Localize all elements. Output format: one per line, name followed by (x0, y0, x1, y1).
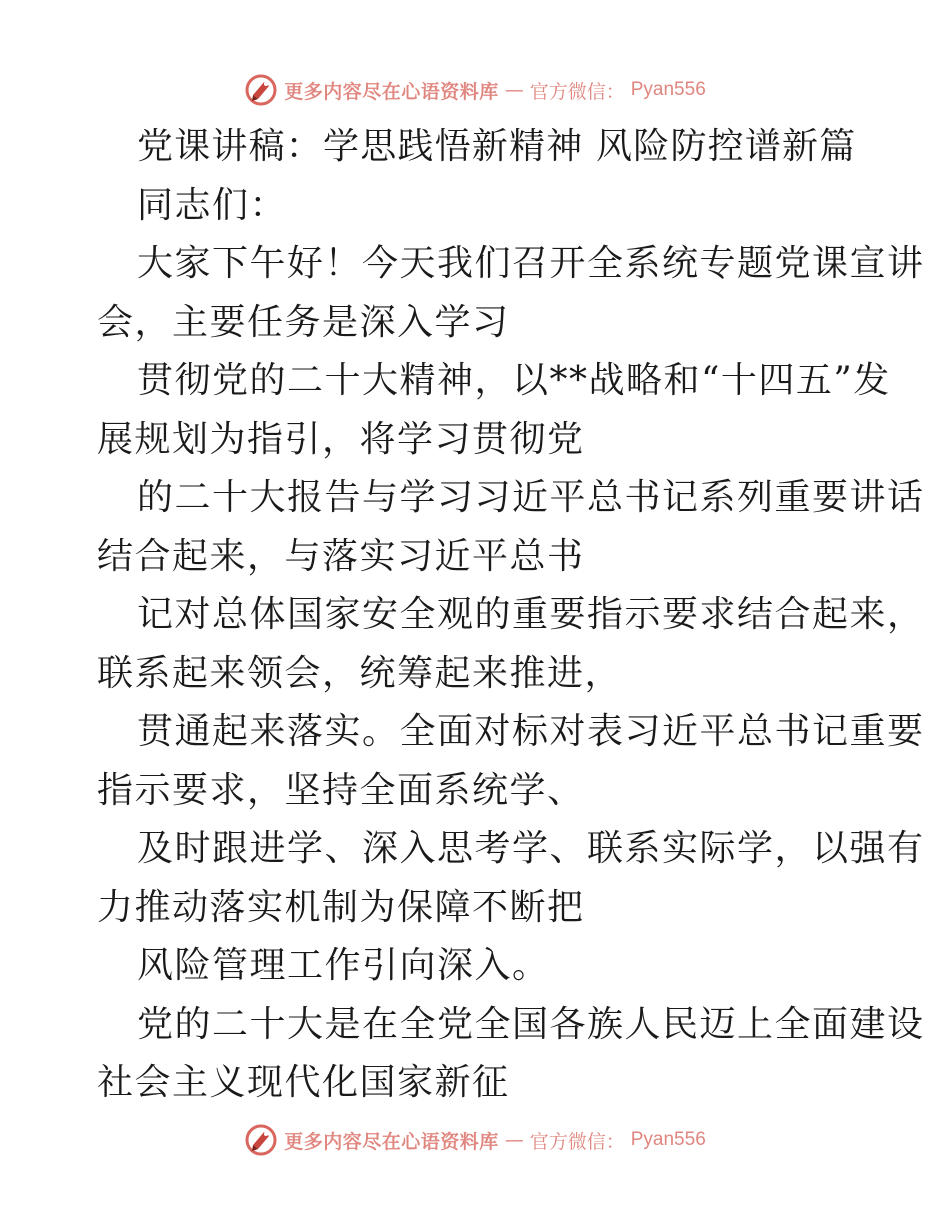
watermark-brand: 更多内容尽在心语资料库 (284, 1130, 499, 1153)
text-line: 力推动落实机制为保障不断把 (97, 886, 585, 928)
text-line: 联系起来领会，统筹起来推进， (97, 652, 623, 694)
text-line: 的二十大报告与学习习近平总书记系列重要讲话 (137, 477, 925, 518)
watermark-official-label: 官方微信： (529, 1130, 625, 1153)
watermark-brand: 更多内容尽在心语资料库 (284, 80, 499, 103)
document-body (97, 118, 925, 1113)
text-line: 会，主要任务是深入学习 (97, 301, 510, 343)
watermark-official-label: 官方微信： (529, 80, 625, 103)
text-line: 及时跟进学、深入思考学、联系实际学，以强有 (137, 828, 925, 869)
text-line: 同志们： (137, 184, 288, 226)
text-line: 记对总体国家安全观的重要指示要求结合起来， (137, 594, 925, 635)
header-watermark (0, 70, 950, 110)
watermark-dash: — (504, 79, 524, 101)
text-line: 指示要求，坚持全面系统学、 (97, 769, 585, 811)
document-title: 党课讲稿：学思践悟新精神 风险防控谱新篇 (137, 126, 857, 167)
watermark-wechat-id: Pyan556 (630, 1129, 706, 1150)
text-line: 社会主义现代化国家新征 (97, 1062, 510, 1103)
text-line: 党的二十大是在全党全国各族人民迈上全面建设 (137, 1003, 925, 1045)
text-line: 贯通起来落实。全面对标对表习近平总书记重要 (137, 711, 925, 752)
brand-logo-icon (244, 73, 278, 107)
watermark-dash: — (504, 1129, 524, 1151)
watermark-wechat-id: Pyan556 (630, 79, 706, 100)
text-line: 风险管理工作引向深入。 (137, 945, 550, 986)
text-line: 展规划为指引，将学习贯彻党 (97, 418, 585, 460)
text-line: 结合起来，与落实习近平总书 (97, 535, 585, 577)
text-line: 贯彻党的二十大精神，以**战略和“十四五”发 (137, 360, 891, 401)
brand-logo-icon (244, 1123, 278, 1157)
footer-watermark (0, 1120, 950, 1160)
text-line: 大家下午好！今天我们召开全系统专题党课宣讲 (137, 243, 925, 284)
